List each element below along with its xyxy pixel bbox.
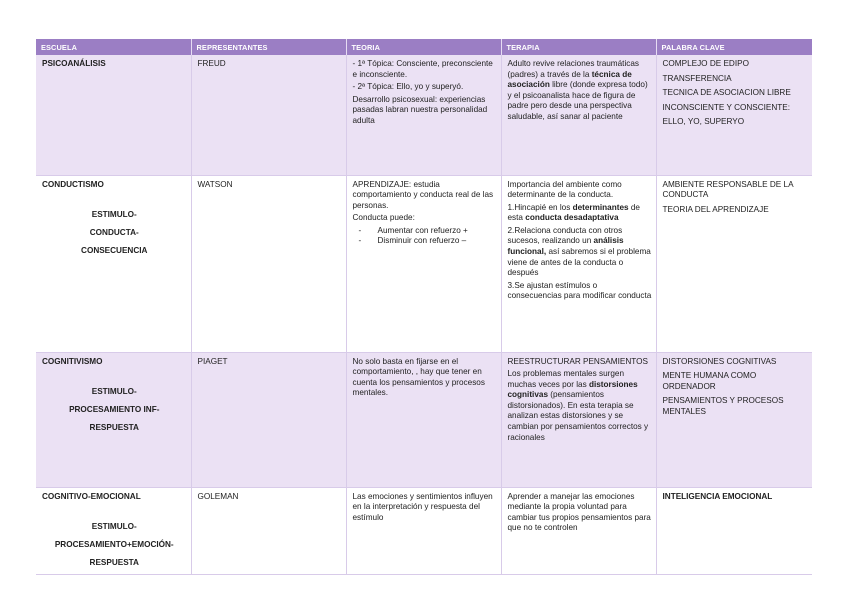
keywords-cell [656, 487, 812, 575]
therapy-paragraph: Importancia del ambiente como determinante de la conducta. [507, 179, 622, 200]
representative-cell: FREUD [191, 55, 346, 175]
therapy-cell [501, 175, 656, 352]
keyword: AMBIENTE RESPONSABLE DE LA CONDUCTA [662, 179, 794, 200]
keyword: COMPLEJO DE EDIPO [662, 59, 749, 68]
header-representatives: REPRESENTANTES [191, 39, 346, 55]
therapy-paragraph: Los problemas mentales surgen muchas veces por las distorsiones cognitivas (pensamientos distorsionados). En esta terapia se analizan estas distorsiones y se cambian por pensamientos correctos y racionales [507, 369, 649, 442]
school-name: PSICOANÁLISIS [42, 59, 106, 68]
header-theory: TEORIA [346, 39, 501, 55]
table-row [36, 352, 812, 487]
keyword: TRANSFERENCIA [662, 73, 732, 83]
theory-paragraph: - 1ª Tópica: Consciente, preconsciente e inconsciente. [352, 59, 493, 79]
theory-paragraph: APRENDIZAJE: estudia comportamiento y conducta real de las personas. [352, 179, 494, 210]
keywords-cell [656, 175, 812, 352]
theory-cell [346, 352, 501, 487]
table-row [36, 55, 812, 175]
theory-cell [346, 55, 501, 175]
keyword: TECNICA DE ASOCIACION LIBRE [662, 88, 791, 98]
therapy-cell [501, 487, 656, 575]
keywords-cell [656, 352, 812, 487]
keyword: INTELIGENCIA EMOCIONAL [662, 491, 773, 501]
table-row [36, 487, 812, 575]
therapy-paragraph: Aprender a manejar las emociones mediante la propia voluntad para cambiar tus propios pensamientos para que no te controlen [507, 491, 651, 533]
representative-cell: WATSON [191, 175, 346, 352]
keyword: MENTE HUMANA COMO ORDENADOR [662, 371, 757, 391]
school-name: CONDUCTISMO [42, 179, 104, 189]
theory-list-item: - Aumentar con refuerzo + [358, 225, 468, 235]
keywords-cell [656, 55, 812, 175]
therapy-cell [501, 55, 656, 175]
keyword: INCONSCIENTE Y CONSCIENTE: [662, 102, 791, 112]
keyword: TEORIA DEL APRENDIZAJE [662, 204, 769, 214]
school-name: COGNITIVISMO [42, 356, 103, 366]
representative-cell: PIAGET [191, 352, 346, 487]
school-cell [36, 55, 191, 175]
table-row [36, 175, 812, 352]
therapy-paragraph: REESTRUCTURAR PENSAMIENTOS [507, 356, 648, 366]
therapy-cell [501, 352, 656, 487]
school-formula: ESTIMULO- CONDUCTA- CONSECUENCIA [81, 210, 148, 256]
school-cell [36, 175, 191, 352]
school-cell [36, 352, 191, 487]
theory-paragraph: No solo basta en fijarse en el comportamiento, , hay que tener en cuenta los pensamientos y procesos mentales. [352, 356, 485, 398]
header-therapy: TERAPIA [501, 39, 656, 55]
school-cell [36, 487, 191, 575]
keyword: ELLO, YO, SUPERYO [662, 117, 745, 127]
theory-list-item: - Disminuir con refuerzo – [358, 236, 467, 246]
theory-cell [346, 175, 501, 352]
theory-cell [346, 487, 501, 575]
header-keywords: PALABRA CLAVE [656, 39, 812, 55]
theory-paragraph: Las emociones y sentimientos influyen en la interpretación y respuesta del estímulo [352, 491, 493, 522]
school-formula: ESTIMULO- PROCESAMIENTO INF- RESPUESTA [69, 387, 160, 433]
therapy-paragraph: 2.Relaciona conducta con otros sucesos, realizando un análisis funcional, así sabremos si el problema viene de antes de la conducta o después [507, 225, 651, 278]
keyword: PENSAMIENTOS Y PROCESOS MENTALES [662, 396, 784, 416]
therapy-paragraph: 3.Se ajustan estímulos o consecuencias para modificar conducta [507, 280, 652, 301]
schools-table [36, 39, 812, 575]
theory-paragraph: - 2ª Tópica: Ello, yo y superyó. [352, 82, 464, 92]
therapy-paragraph: 1.Hincapié en los determinantes de esta conducta desadaptativa [507, 202, 640, 223]
keyword: DISTORSIONES COGNITIVAS [662, 356, 777, 366]
header-row [36, 39, 812, 55]
school-formula: ESTIMULO- PROCESAMIENTO+EMOCIÓN- RESPUESTA [54, 522, 174, 568]
representative-cell: GOLEMAN [191, 487, 346, 575]
header-school: ESCUELA [36, 39, 191, 55]
school-name: COGNITIVO-EMOCIONAL [42, 491, 141, 501]
theory-paragraph: Conducta puede: [352, 213, 415, 223]
therapy-paragraph: Adulto revive relaciones traumáticas (padres) a través de la técnica de asociación libre (donde expresa todo) y el psicoanalista hace de figura de padre pero desde una perspectiva saludable, así sanar al paciente [507, 59, 648, 121]
theory-paragraph: Desarrollo psicosexual: experiencias pasadas labran nuestra personalidad adulta [352, 94, 488, 125]
